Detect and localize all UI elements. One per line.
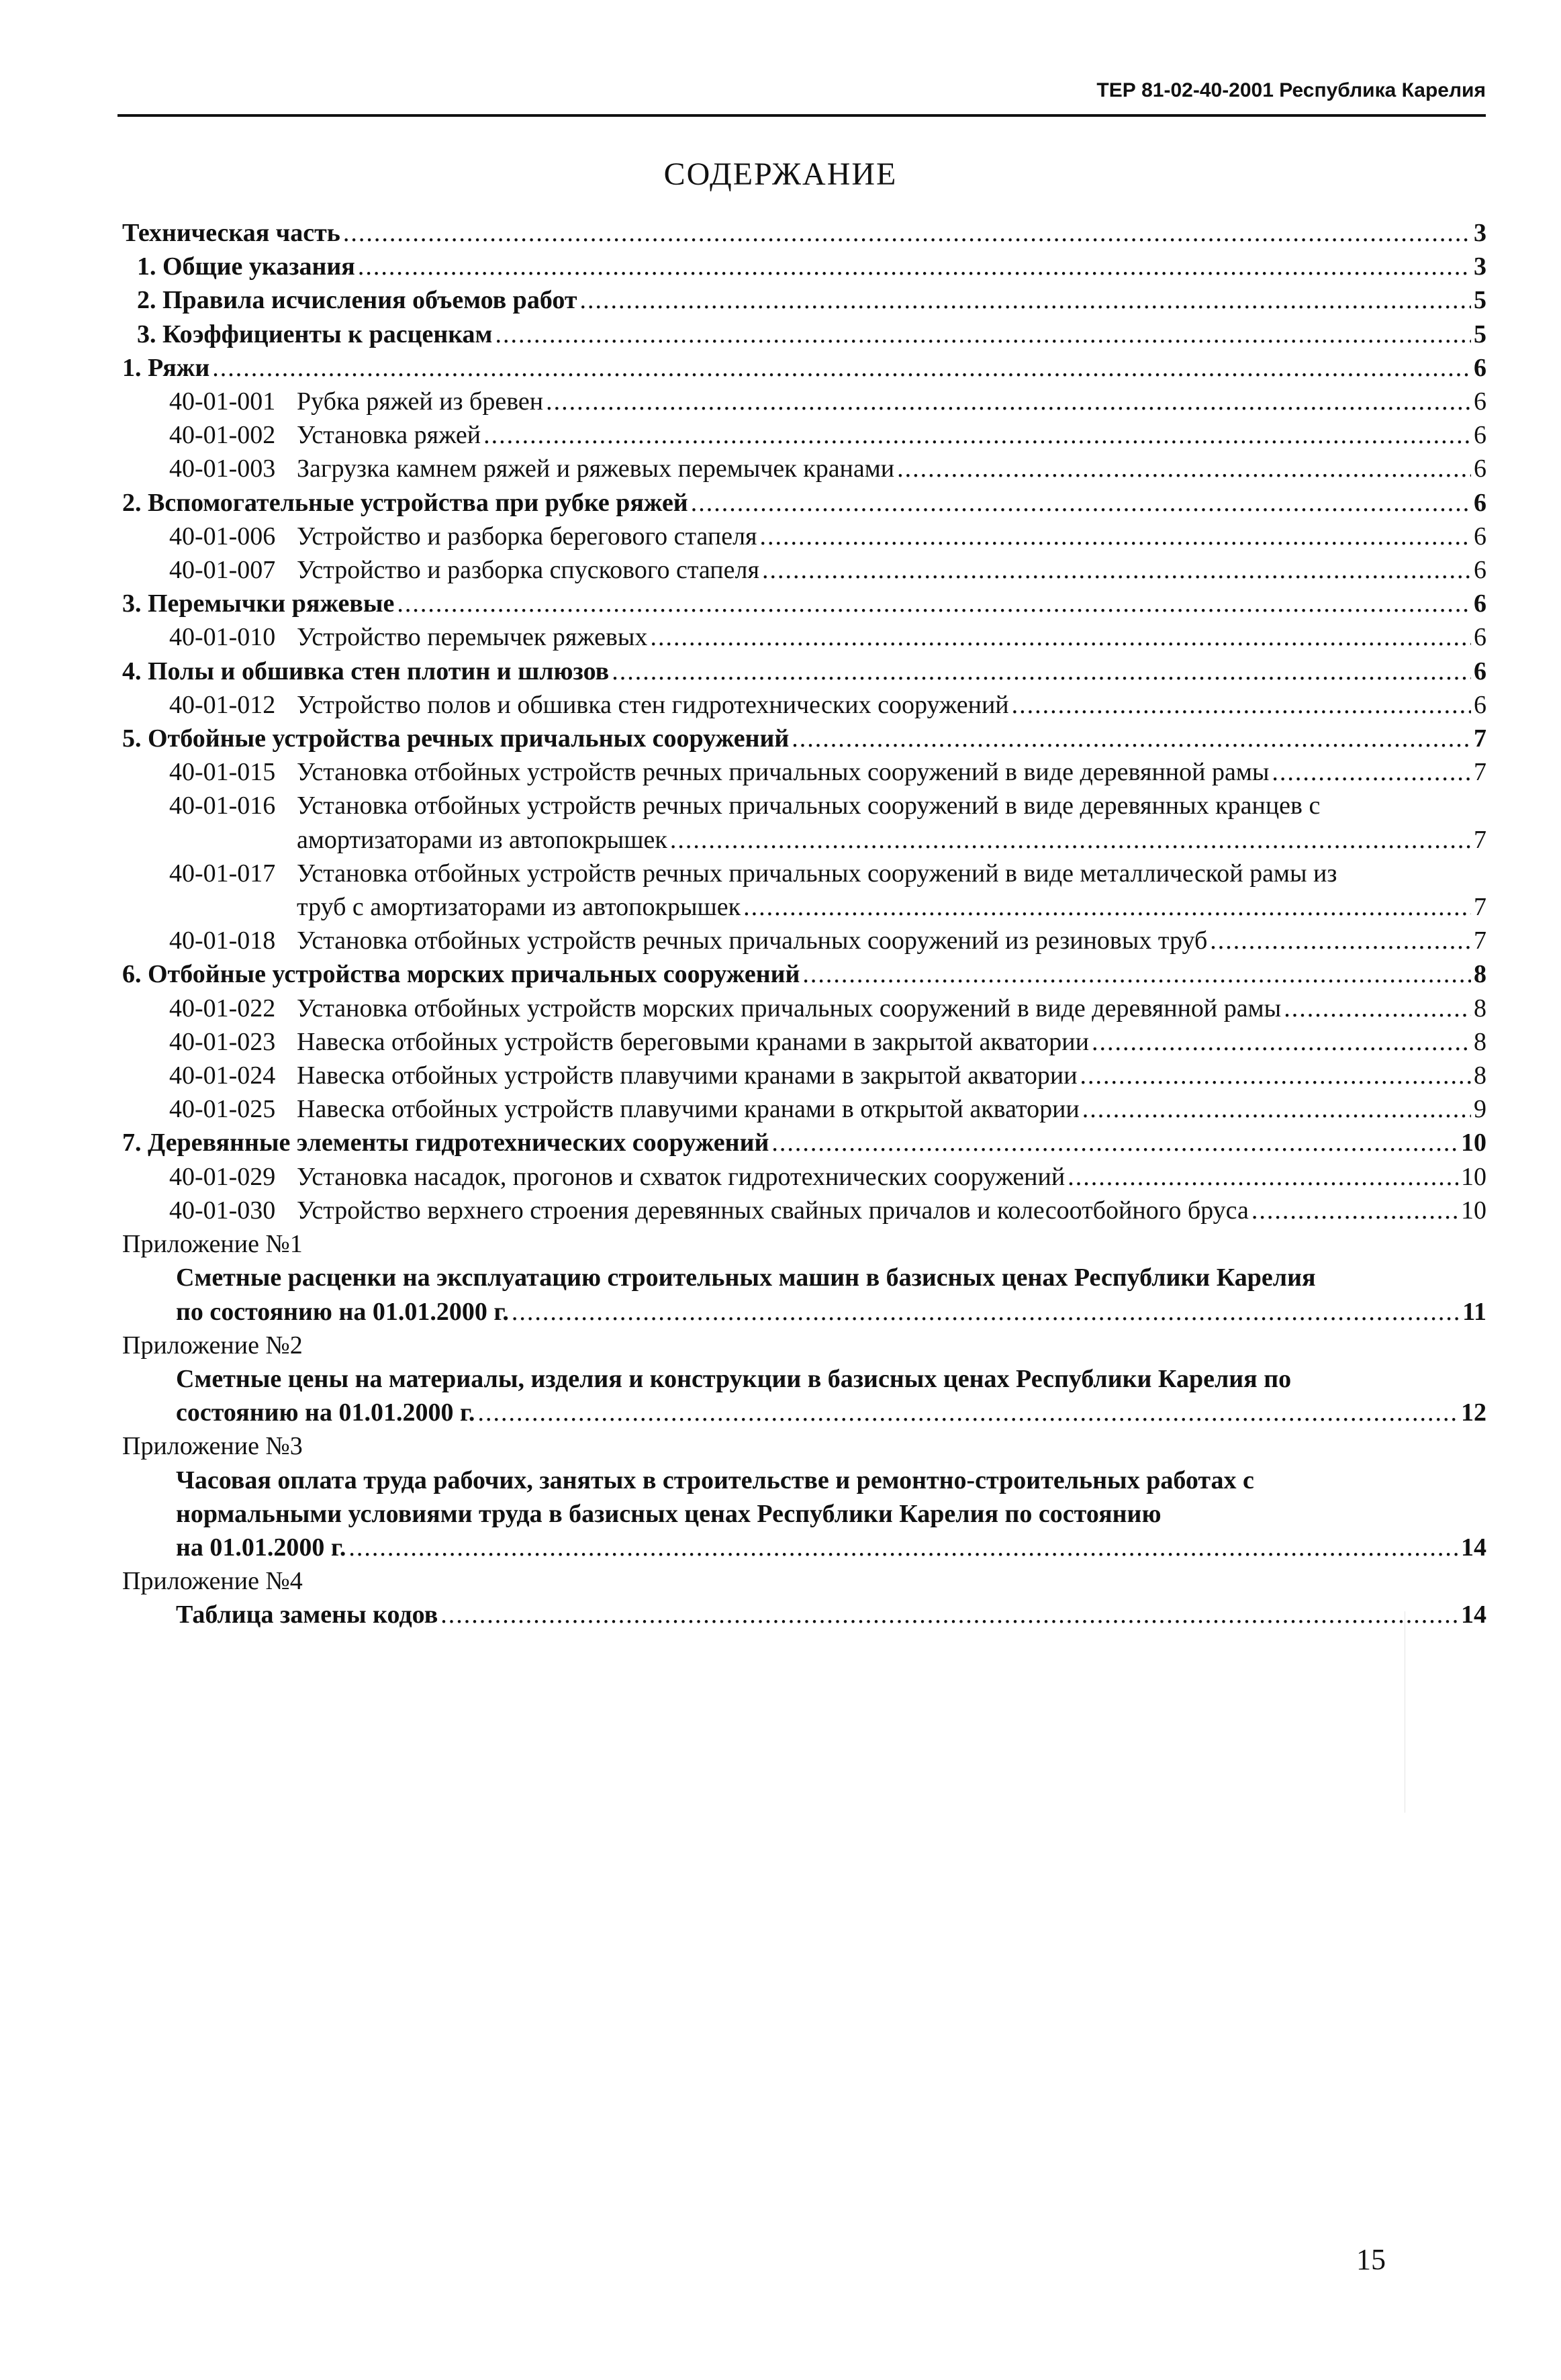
toc-entry-code: 40-01-030 [169, 1196, 276, 1225]
toc-entry[interactable] [122, 1564, 1486, 1598]
toc-entry[interactable] [122, 216, 1486, 250]
dot-leader [1068, 1160, 1458, 1186]
toc-entry[interactable] [122, 1126, 1486, 1159]
toc-entry[interactable] [122, 1059, 1486, 1092]
toc-entry-text: Установка отбойных устройств речных причальных сооружений в виде металлической рамы из [297, 859, 1337, 888]
dot-leader [1210, 924, 1471, 949]
toc-entry[interactable] [122, 1598, 1486, 1631]
toc-entry-code: 40-01-018 [169, 926, 276, 955]
toc-entry-code: 40-01-024 [169, 1061, 276, 1090]
dot-leader [612, 655, 1471, 680]
toc-entry-text: на 01.01.2000 г. [176, 1533, 346, 1562]
dot-leader [1082, 1092, 1471, 1118]
toc-entry-text: Устройство и разборка спускового стапеля [297, 556, 759, 585]
dot-leader [1272, 755, 1471, 781]
toc-entry[interactable] [122, 318, 1486, 351]
toc-page-number: 14 [1461, 1601, 1486, 1629]
toc-entry-text: амортизаторами из автопокрышек [297, 825, 667, 854]
toc-entry-text: 6. Отбойные устройства морских причальных сооружений [122, 960, 800, 989]
toc-entry-text: Установка отбойных устройств речных причальных сооружений в виде деревянной рамы [297, 758, 1270, 787]
dot-leader [650, 620, 1471, 646]
toc-entry-code: 40-01-016 [169, 792, 276, 820]
toc-entry-text: 3. Перемычки ряжевые [122, 589, 395, 618]
toc-page-number: 8 [1474, 1027, 1486, 1056]
toc-entry[interactable] [122, 1429, 1486, 1463]
toc-entry[interactable] [122, 1329, 1486, 1362]
toc-page-number: 12 [1461, 1398, 1486, 1427]
toc-entry-text: Установка ряжей [297, 421, 481, 450]
toc-entry-text: Приложение №3 [122, 1432, 303, 1461]
toc-entry-code: 40-01-010 [169, 623, 276, 652]
toc-entry-text: 2. Правила исчисления объемов работ [137, 286, 577, 315]
table-of-contents [122, 216, 1486, 1632]
toc-entry-code: 40-01-029 [169, 1162, 276, 1191]
toc-entry[interactable] [122, 418, 1486, 452]
toc-page-number: 3 [1474, 252, 1486, 281]
toc-entry-code: 40-01-022 [169, 994, 276, 1022]
dot-leader [1092, 1025, 1471, 1051]
toc-entry-text: Сметные цены на материалы, изделия и конструкции в базисных ценах Республики Карелия по [176, 1364, 1292, 1393]
toc-entry-code: 40-01-001 [169, 387, 276, 416]
toc-entry-text: Таблица замены кодов [176, 1601, 438, 1629]
dot-leader [670, 823, 1471, 849]
toc-page-number: 11 [1462, 1297, 1486, 1326]
toc-entry[interactable] [122, 1464, 1486, 1565]
toc-entry-text: Навеска отбойных устройств плавучими кранами в закрытой акватории [297, 1061, 1078, 1090]
toc-entry-code: 40-01-006 [169, 522, 276, 551]
dot-leader [743, 890, 1471, 916]
toc-entry[interactable] [122, 924, 1486, 957]
dot-leader [1080, 1059, 1471, 1084]
header-title: ТЕР 81-02-40-2001 Республика Карелия [1096, 79, 1486, 101]
dot-leader [343, 216, 1471, 242]
dot-leader [477, 1396, 1458, 1421]
toc-entry-text: 7. Деревянные элементы гидротехнических сооружений [122, 1129, 769, 1157]
toc-entry-text: труб с амортизаторами из автопокрышек [297, 893, 741, 922]
dot-leader [897, 452, 1471, 477]
toc-entry[interactable] [122, 857, 1486, 924]
dot-leader [792, 722, 1471, 747]
toc-page-number: 10 [1461, 1196, 1486, 1225]
toc-entry-text: 4. Полы и обшивка стен плотин и шлюзов [122, 657, 610, 685]
toc-entry[interactable] [122, 1194, 1486, 1227]
toc-page-number: 7 [1474, 926, 1486, 955]
toc-page-number: 6 [1474, 387, 1486, 416]
toc-entry-code: 40-01-007 [169, 556, 276, 585]
toc-entry[interactable] [122, 688, 1486, 722]
toc-entry-text: Сметные расценки на эксплуатацию строительных машин в базисных ценах Республики Карелия [176, 1264, 1316, 1292]
dot-leader [483, 418, 1471, 444]
toc-entry-code: 40-01-017 [169, 859, 276, 888]
toc-entry-code: 40-01-015 [169, 758, 276, 787]
toc-page-number: 7 [1474, 724, 1486, 753]
toc-page-number: 6 [1474, 623, 1486, 652]
toc-page-number: 7 [1474, 758, 1486, 787]
toc-entry[interactable] [122, 620, 1486, 654]
toc-entry-text: Устройство верхнего строения деревянных свайных причалов и колесоотбойного бруса [297, 1196, 1249, 1225]
toc-entry-text: Установка отбойных устройств речных причальных сооружений в виде деревянных кранцев с [297, 792, 1321, 820]
toc-entry-code: 40-01-023 [169, 1027, 276, 1056]
toc-page-number: 8 [1474, 960, 1486, 989]
toc-page-number: 14 [1461, 1533, 1486, 1562]
toc-entry-text: Установка отбойных устройств морских причальных сооружений в виде деревянной рамы [297, 994, 1282, 1022]
toc-entry-text: нормальными условиями труда в базисных ценах Республики Карелия по состоянию [176, 1499, 1162, 1528]
toc-entry[interactable] [122, 957, 1486, 991]
dot-leader [1012, 688, 1471, 714]
toc-entry[interactable] [122, 755, 1486, 789]
toc-entry-text: Техническая часть [122, 219, 340, 247]
toc-entry[interactable] [122, 486, 1486, 520]
dot-leader [762, 553, 1471, 579]
toc-entry[interactable] [122, 283, 1486, 317]
toc-page-number: 10 [1461, 1162, 1486, 1191]
dot-leader [212, 351, 1471, 377]
toc-entry[interactable] [122, 655, 1486, 688]
header-rule [117, 114, 1486, 117]
toc-entry-text: 2. Вспомогательные устройства при рубке ряжей [122, 488, 688, 517]
toc-entry[interactable] [122, 1227, 1486, 1261]
toc-entry-text: Установка насадок, прогонов и схваток гидротехнических сооружений [297, 1162, 1066, 1191]
dot-leader [546, 385, 1471, 410]
toc-entry-text: Устройство полов и обшивка стен гидротехнических сооружений [297, 690, 1009, 719]
toc-page-number: 6 [1474, 421, 1486, 450]
toc-entry-text: Установка отбойных устройств речных причальных сооружений из резиновых труб [297, 926, 1208, 955]
toc-page-number: 5 [1474, 320, 1486, 348]
dot-leader [760, 520, 1471, 545]
toc-entry-text: Устройство и разборка берегового стапеля [297, 522, 757, 551]
toc-page-number: 6 [1474, 556, 1486, 585]
dot-leader [802, 957, 1471, 983]
toc-entry[interactable] [122, 722, 1486, 755]
toc-entry-text: Приложение №2 [122, 1331, 303, 1360]
dot-leader [397, 587, 1471, 612]
toc-page-number: 10 [1461, 1129, 1486, 1157]
toc-entry-text: Загрузка камнем ряжей и ряжевых перемычек кранами [297, 455, 895, 483]
dot-leader [771, 1126, 1458, 1151]
toc-entry-text: 1. Общие указания [137, 252, 355, 281]
toc-entry[interactable] [122, 1261, 1486, 1328]
toc-entry-code: 40-01-012 [169, 690, 276, 719]
toc-page-number: 6 [1474, 353, 1486, 382]
dot-leader [348, 1531, 1458, 1556]
toc-entry-text: Навеска отбойных устройств береговыми кранами в закрытой акватории [297, 1027, 1089, 1056]
toc-page-number: 6 [1474, 690, 1486, 719]
toc-page-number: 7 [1474, 893, 1486, 922]
toc-entry[interactable] [122, 250, 1486, 283]
toc-entry-text: по состоянию на 01.01.2000 г. [176, 1297, 509, 1326]
toc-entry[interactable] [122, 452, 1486, 485]
toc-entry-text: состоянию на 01.01.2000 г. [176, 1398, 475, 1427]
toc-entry-code: 40-01-002 [169, 421, 276, 450]
toc-entry-text: Приложение №1 [122, 1230, 303, 1259]
dot-leader [1251, 1194, 1458, 1219]
toc-entry-text: Рубка ряжей из бревен [297, 387, 544, 416]
page-title: СОДЕРЖАНИЕ [663, 156, 898, 192]
toc-entry-text: 5. Отбойные устройства речных причальных сооружений [122, 724, 790, 753]
toc-entry[interactable] [122, 553, 1486, 587]
toc-entry[interactable] [122, 520, 1486, 553]
toc-page-number: 6 [1474, 522, 1486, 551]
toc-entry[interactable] [122, 587, 1486, 620]
toc-entry[interactable] [122, 992, 1486, 1025]
toc-entry-text: Навеска отбойных устройств плавучими кранами в открытой акватории [297, 1095, 1080, 1124]
dot-leader [440, 1598, 1458, 1623]
toc-entry[interactable] [122, 1025, 1486, 1059]
toc-entry-text: 1. Ряжи [122, 353, 210, 382]
toc-entry[interactable] [122, 1160, 1486, 1194]
toc-page-number: 8 [1474, 1061, 1486, 1090]
toc-entry-code: 40-01-003 [169, 455, 276, 483]
dot-leader [691, 486, 1471, 512]
toc-page-number: 6 [1474, 589, 1486, 618]
toc-page-number: 6 [1474, 488, 1486, 517]
toc-page-number: 6 [1474, 657, 1486, 685]
toc-entry[interactable] [122, 385, 1486, 418]
dot-leader [512, 1295, 1460, 1321]
toc-entry[interactable] [122, 789, 1486, 856]
toc-entry[interactable] [122, 1092, 1486, 1126]
toc-entry[interactable] [122, 351, 1486, 385]
page-number: 15 [1356, 2243, 1386, 2276]
toc-entry-text: Приложение №4 [122, 1567, 303, 1596]
toc-page-number: 3 [1474, 219, 1486, 247]
dot-leader [495, 318, 1471, 343]
toc-page-number: 9 [1474, 1095, 1486, 1124]
toc-page-number: 6 [1474, 455, 1486, 483]
toc-entry-code: 40-01-025 [169, 1095, 276, 1124]
toc-entry-text: Устройство перемычек ряжевых [297, 623, 648, 652]
toc-page-number: 8 [1474, 994, 1486, 1022]
dot-leader [358, 250, 1471, 275]
toc-entry-text: Часовая оплата труда рабочих, занятых в строительстве и ремонтно-строительных работах с [176, 1466, 1254, 1494]
dot-leader [579, 283, 1471, 309]
toc-page-number: 5 [1474, 286, 1486, 315]
toc-page-number: 7 [1474, 825, 1486, 854]
dot-leader [1284, 992, 1471, 1017]
toc-entry[interactable] [122, 1362, 1486, 1429]
toc-entry-text: 3. Коэффициенты к расценкам [137, 320, 493, 348]
